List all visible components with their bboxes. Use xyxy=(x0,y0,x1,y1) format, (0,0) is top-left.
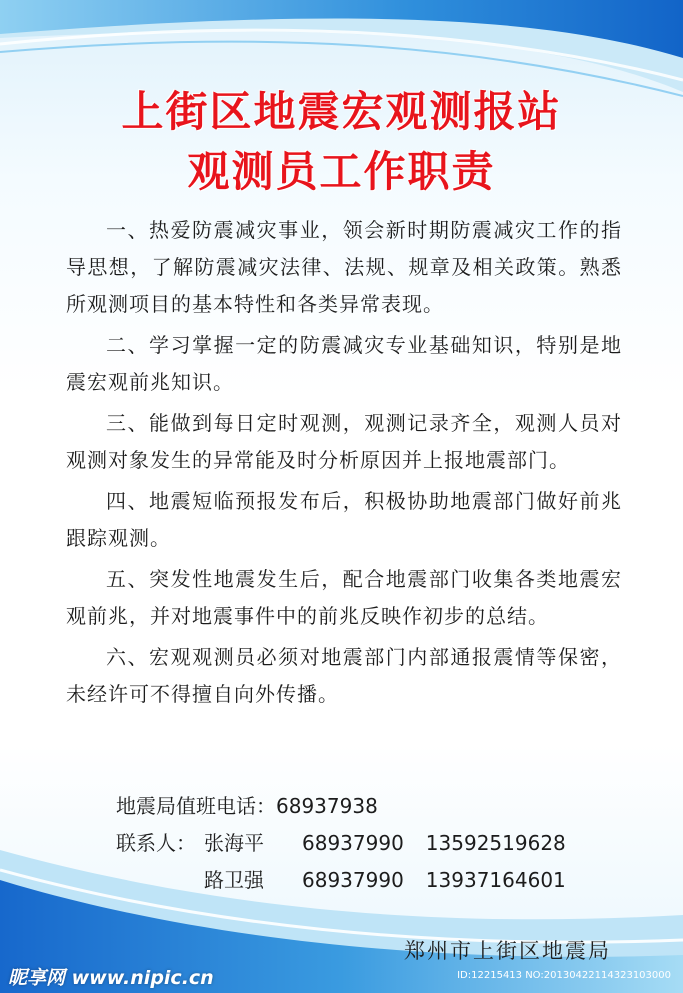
duty-phone-label: 地震局值班电话： xyxy=(116,794,276,818)
contact-name: 张海平 xyxy=(204,831,264,855)
watermark: 昵享网 www.nipic.cn xyxy=(8,967,214,989)
contact-row xyxy=(116,825,588,862)
responsibility-title: 观测员工作职责 xyxy=(187,147,496,196)
contact-name: 路卫强 xyxy=(204,868,264,892)
duty-item: 五、突发性地震发生后，配合地震部门收集各类地震宏观前兆，并对地震事件中的前兆反映作初步的总结。 xyxy=(66,567,622,628)
duty-item: 三、能做到每日定时观测，观测记录齐全，观测人员对观测对象发生的异常能及时分析原因并上报地震部门。 xyxy=(66,411,622,472)
contact-info xyxy=(116,788,588,899)
duty-phone-row xyxy=(116,788,588,825)
duty-item: 六、宏观观测员必须对地震部门内部通报震情等保密，未经许可不得擅自向外传播。 xyxy=(66,645,622,706)
organization-name: 郑州市上街区地震局 xyxy=(404,939,611,963)
contacts-label: 联系人： xyxy=(116,831,196,855)
contact-phone: 68937990 xyxy=(302,868,404,892)
contact-mobile: 13937164601 xyxy=(425,868,566,892)
title-block xyxy=(0,82,683,202)
image-id: ID:12215413 NO:20130422114323103000 xyxy=(457,970,671,981)
contact-phone: 68937990 xyxy=(302,831,404,855)
contact-mobile: 13592519628 xyxy=(425,831,566,855)
duty-phone-number: 68937938 xyxy=(276,794,378,818)
duty-item: 一、热爱防震减灾事业，领会新时期防震减灾工作的指导思想，了解防震减灾法律、法规、规章及相关政策。熟悉所观测项目的基本特性和各类异常表现。 xyxy=(66,218,622,316)
duty-item: 二、学习掌握一定的防震减灾专业基础知识，特别是地震宏观前兆知识。 xyxy=(66,333,622,394)
duty-item: 四、地震短临预报发布后，积极协助地震部门做好前兆跟踪观测。 xyxy=(66,489,622,550)
contact-row xyxy=(116,862,588,899)
duties-list xyxy=(66,212,622,717)
station-title: 上街区地震宏观测报站 xyxy=(121,87,562,136)
